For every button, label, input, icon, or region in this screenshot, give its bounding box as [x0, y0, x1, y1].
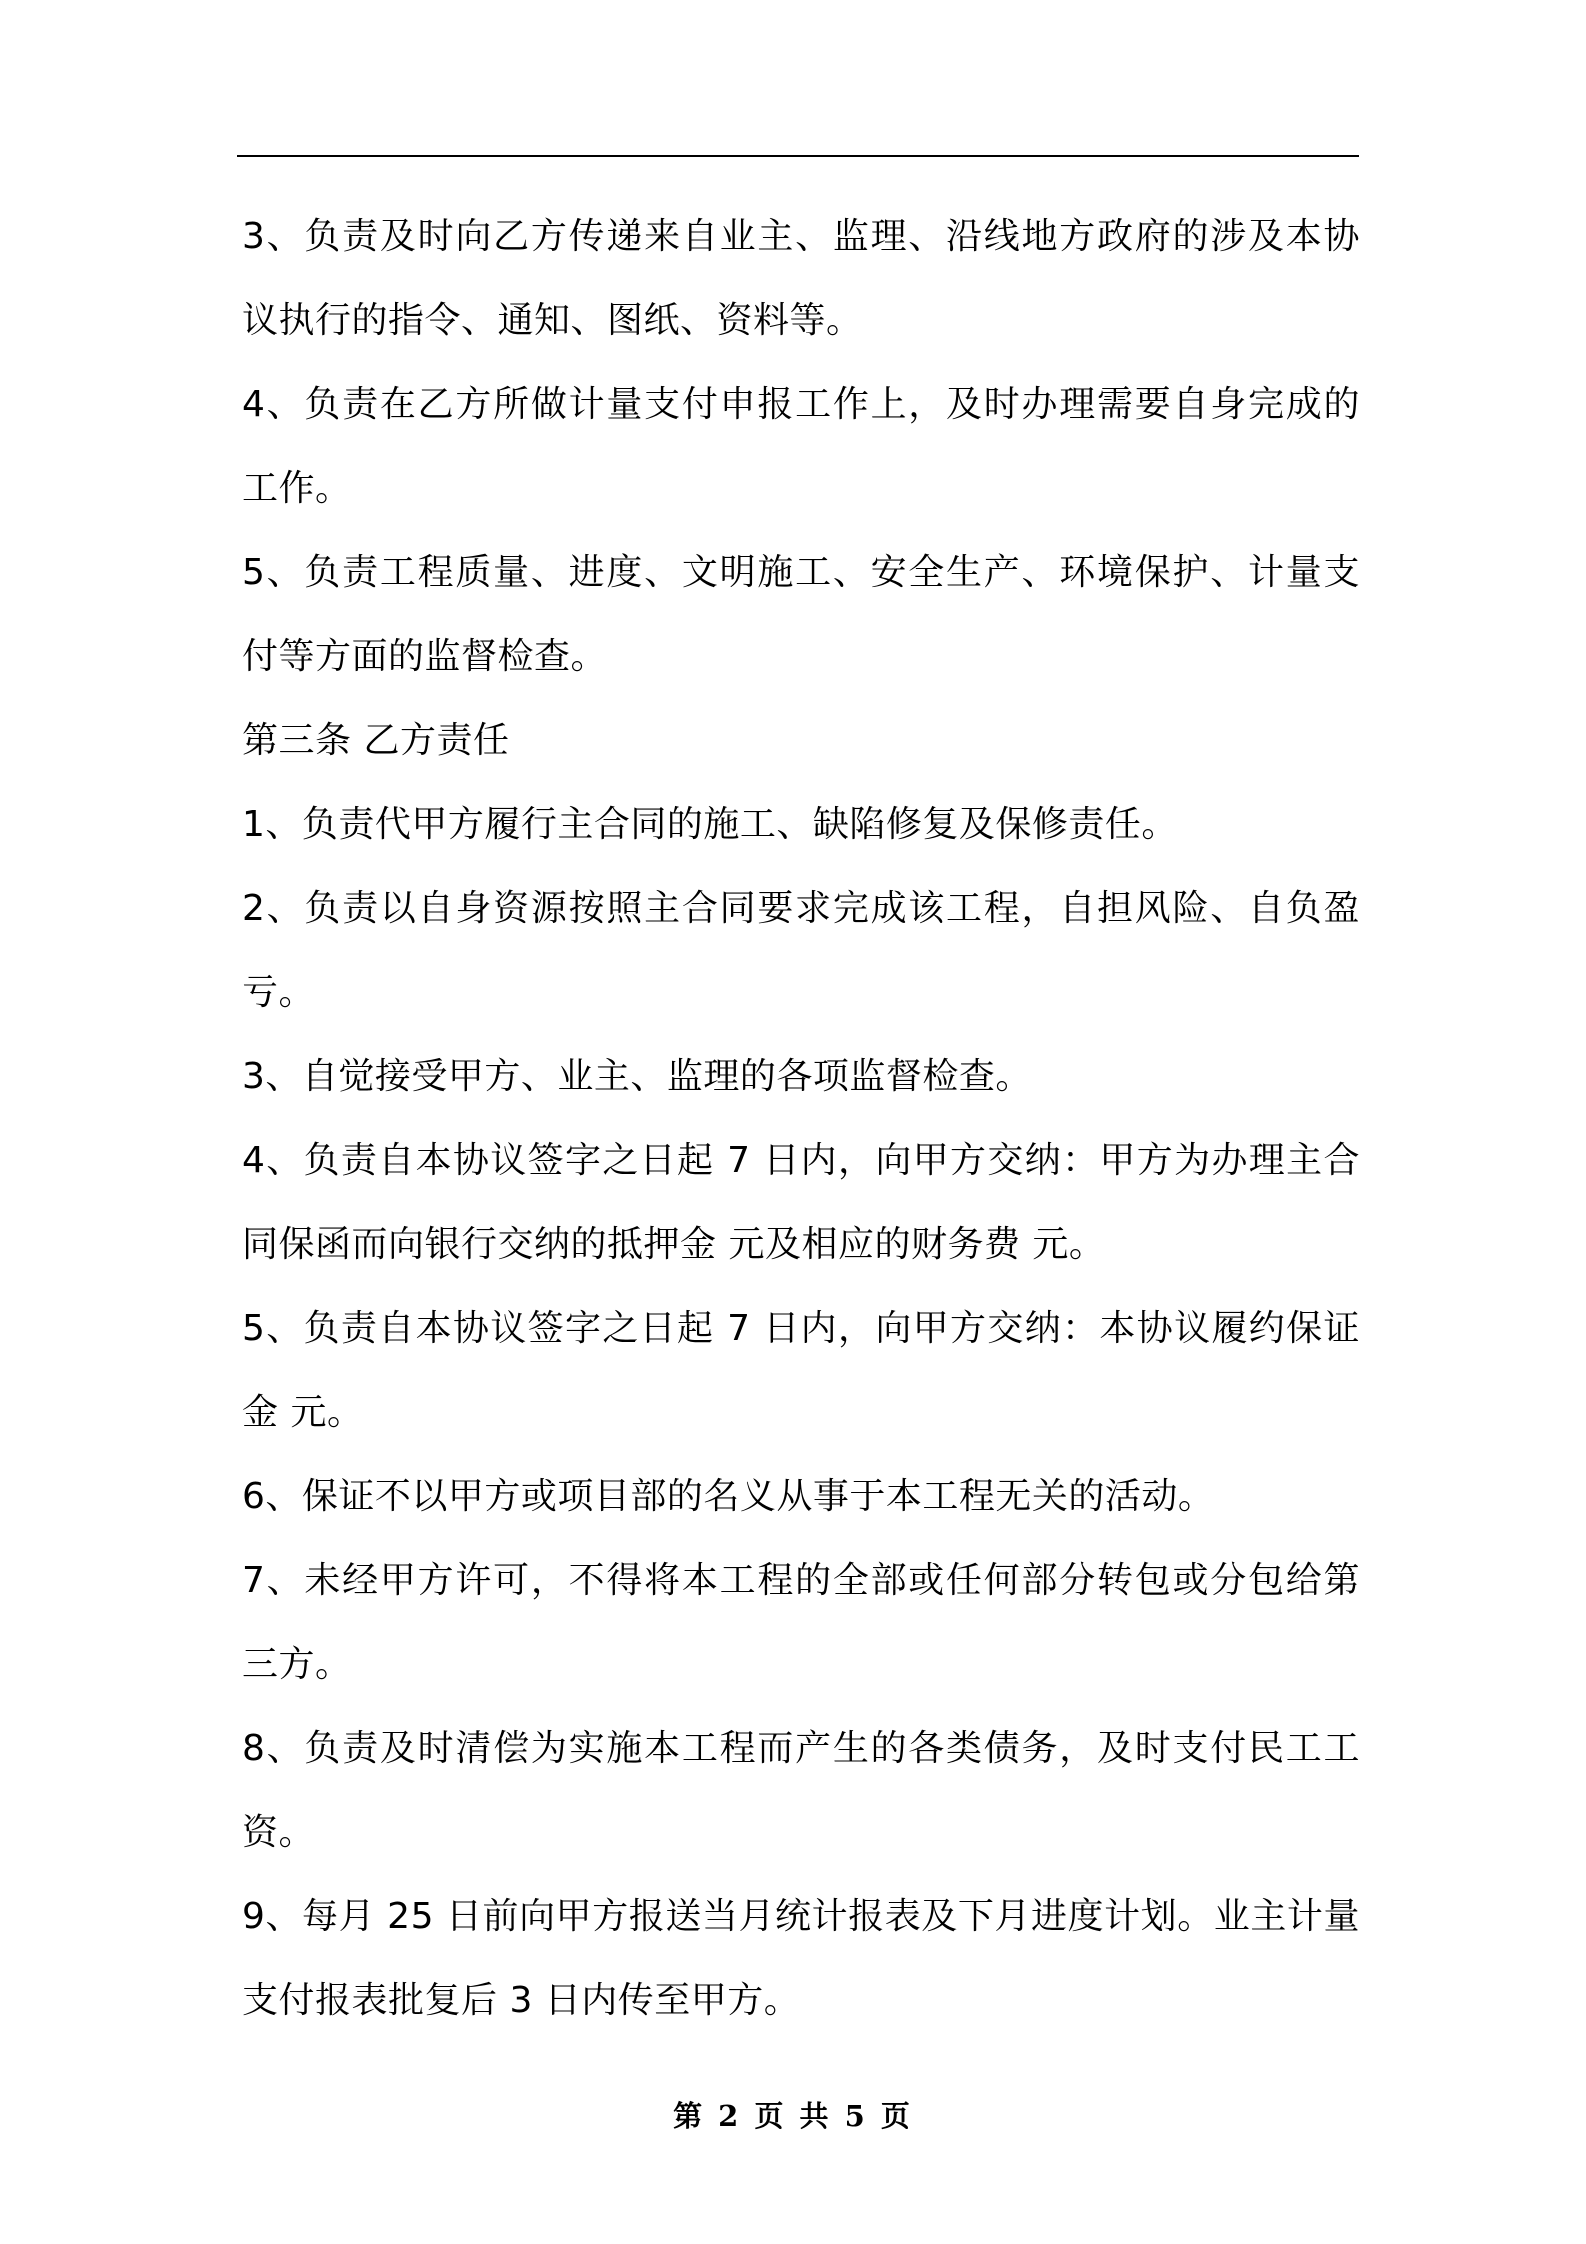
paragraph: 9、每月 25 日前向甲方报送当月统计报表及下月进度计划。业主计量支付报表批复后 3 日内传至甲方。 [242, 1896, 1360, 2021]
page-number-footer: 第 2 页 共 5 页 [673, 2099, 913, 2133]
paragraph: 4、负责自本协议签字之日起 7 日内，向甲方交纳：甲方为办理主合同保函而向银行交纳的抵押金 元及相应的财务费 元。 [242, 1140, 1360, 1265]
paragraph: 7、未经甲方许可，不得将本工程的全部或任何部分转包或分包给第三方。 [242, 1560, 1360, 1685]
paragraph: 3、负责及时向乙方传递来自业主、监理、沿线地方政府的涉及本协议执行的指令、通知、图纸、资料等。 [242, 216, 1360, 341]
paragraph: 5、负责自本协议签字之日起 7 日内，向甲方交纳：本协议履约保证金 元。 [242, 1308, 1360, 1433]
paragraph: 6、保证不以甲方或项目部的名义从事于本工程无关的活动。 [242, 1476, 1215, 1517]
section-heading: 第三条 乙方责任 [242, 720, 510, 761]
paragraph: 5、负责工程质量、进度、文明施工、安全生产、环境保护、计量支付等方面的监督检查。 [242, 552, 1360, 677]
paragraph: 2、负责以自身资源按照主合同要求完成该工程，自担风险、自负盈亏。 [242, 888, 1360, 1013]
header-rule [237, 155, 1359, 157]
paragraph: 1、负责代甲方履行主合同的施工、缺陷修复及保修责任。 [242, 804, 1178, 845]
paragraph: 8、负责及时清偿为实施本工程而产生的各类债务，及时支付民工工资。 [242, 1728, 1360, 1853]
document-body [242, 195, 1360, 2043]
paragraph: 3、自觉接受甲方、业主、监理的各项监督检查。 [242, 1056, 1032, 1097]
paragraph: 4、负责在乙方所做计量支付申报工作上，及时办理需要自身完成的工作。 [242, 384, 1360, 509]
